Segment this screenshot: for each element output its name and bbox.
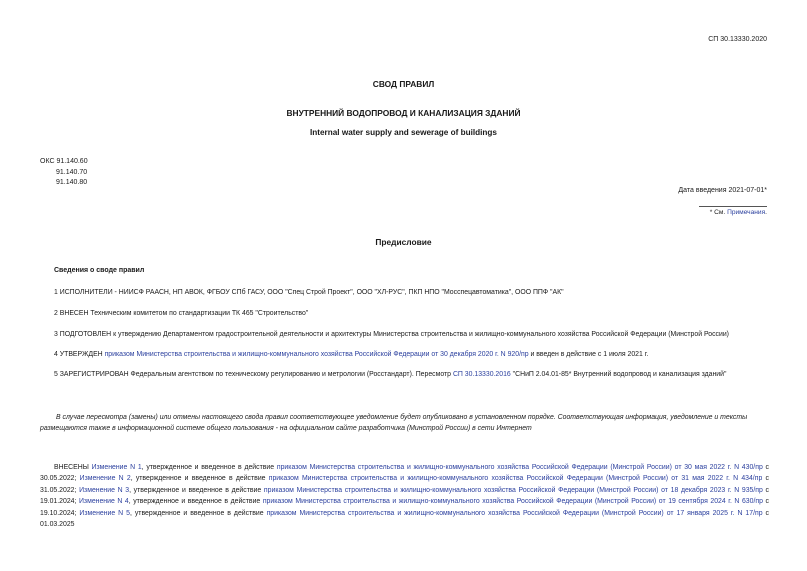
item-introduced: 2 ВНЕСЕН Техническим комитетом по стандартизации ТК 465 "Строительство"	[54, 310, 309, 317]
sp-2016-link[interactable]: СП 30.13330.2016	[452, 371, 511, 378]
amendment-text: , утвержденное и введенное в действие	[129, 486, 264, 494]
footnote-prefix: * См.	[709, 209, 728, 216]
amendment-5-order-link[interactable]: приказом Министерства строительства и жилищно-коммунального хозяйства Российской Федерации (Минстрой России) от 17 января 2025 г. N 17/пр	[266, 509, 763, 517]
amendment-5-link[interactable]: Изменение N 5	[79, 509, 130, 517]
amendment-date: с 31.05.2022;	[40, 475, 769, 494]
item-approved-suffix: и введен в действие с 1 июля 2021 г.	[528, 351, 649, 358]
item-prepared: 3 ПОДГОТОВЛЕН к утверждению Департаментом градостроительной деятельности и архитектуры Министерства строительства и жилищно-коммунального хозяйства Российской Федерации (Минстрой России)	[54, 331, 729, 338]
approval-order-link[interactable]: приказом Министерства строительства и жилищно-коммунального хозяйства Российской Федерации от 30 декабря 2020 г. N 920/пр	[104, 351, 529, 358]
amendment-date: с 30.05.2022;	[40, 464, 769, 483]
item-registered-prefix: 5 ЗАРЕГИСТРИРОВАН Федеральным агентством по техническому регулированию и метрологии (Росстандарт). Пересмотр	[54, 371, 453, 378]
amendment-date: с 01.03.2025	[40, 509, 769, 529]
document-code: СП 30.13330.2020	[708, 36, 767, 43]
amendment-3-order-link[interactable]: приказом Министерства строительства и жилищно-коммунального хозяйства Российской Федерации (Минстрой России) от 18 декабря 2023 г. N 935/пр	[263, 486, 763, 494]
doc-title-en: Internal water supply and sewerage of buildings	[310, 128, 497, 137]
doc-type-title: СВОД ПРАВИЛ	[372, 79, 435, 89]
doc-title-ru: ВНУТРЕННИЙ ВОДОПРОВОД И КАНАЛИЗАЦИЯ ЗДАНИЙ	[286, 108, 521, 118]
oks-codes	[40, 157, 88, 189]
amendment-2-link[interactable]: Изменение N 2	[79, 475, 131, 483]
oks-code: 91.140.80	[56, 179, 88, 186]
amendment-text: , утвержденное и введенное в действие	[129, 509, 267, 517]
amendments-lead: ВНЕСЕНЫ	[54, 464, 92, 471]
amendment-date: с 19.01.2024;	[40, 486, 769, 506]
amendment-text: , утвержденное и введенное в действие	[141, 464, 277, 471]
oks-code: ОКС 91.140.60	[40, 158, 88, 165]
amendment-1-link[interactable]: Изменение N 1	[91, 464, 142, 471]
item-registered-suffix: "СНиП 2.04.01-85* Внутренний водопровод и канализация зданий"	[510, 371, 727, 378]
preface-heading: Предисловие	[375, 237, 432, 247]
amendment-text: , утвержденное и введенное в действие	[130, 475, 269, 483]
amendments-paragraph	[40, 462, 769, 530]
footnote	[710, 209, 767, 216]
amendment-4-link[interactable]: Изменение N 4	[78, 498, 129, 506]
item-executors: 1 ИСПОЛНИТЕЛИ - НИИСФ РААСН, НП АВОК, ФГБОУ СПб ГАСУ, ООО "Спец Строй Проект", ООО "ХЛ-РУС", ПКП НПО "Мосспецавтоматика", ООО ППФ "АК"	[54, 289, 564, 296]
amendment-date: с 19.10.2024;	[40, 498, 769, 517]
intro-date: Дата введения 2021-07-01*	[678, 187, 767, 194]
item-approved-prefix: 4 УТВЕРЖДЕН	[54, 351, 105, 358]
amendment-text: , утвержденное и введенное в действие	[128, 498, 263, 506]
notes-link[interactable]: Примечания	[727, 209, 766, 216]
footnote-suffix: .	[765, 209, 767, 216]
amendment-4-order-link[interactable]: приказом Министерства строительства и жилищно-коммунального хозяйства Российской Федерации (Минстрой России) от 19 сентября 2024 г. N 630/пр	[262, 498, 763, 506]
item-registered	[54, 371, 767, 378]
oks-code: 91.140.70	[56, 168, 88, 176]
revision-note: В случае пересмотра (замены) или отмены настоящего свода правил соответствующее уведомление будет опубликовано в установленном порядке. Соответствующая информация, уведомление и тексты размещаются также в информационной системе общего пользования - на официальном сайте разработчика (Минстрой России) в сети Интернет	[40, 414, 748, 433]
amendment-1-order-link[interactable]: приказом Министерства строительства и жилищно-коммунального хозяйства Российской Федерации (Минстрой России) от 30 мая 2022 г. N 430/пр	[276, 464, 763, 471]
amendment-3-link[interactable]: Изменение N 3	[79, 486, 130, 494]
footnote-divider	[699, 206, 767, 207]
section-heading: Сведения о своде правил	[54, 267, 145, 274]
item-approved	[54, 351, 767, 358]
amendment-2-order-link[interactable]: приказом Министерства строительства и жилищно-коммунального хозяйства Российской Федерации (Минстрой России) от 31 мая 2022 г. N 434/пр	[268, 475, 763, 483]
